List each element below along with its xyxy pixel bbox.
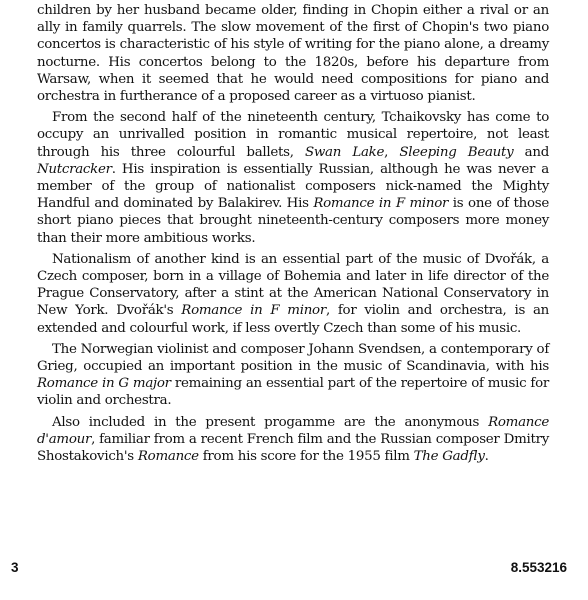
paragraph-tchaikovsky [37, 109, 549, 247]
work-title: The Gadfly [413, 449, 485, 465]
text-segment: is one of those short piano pieces that brought nineteenth-century composers more money than their more ambitious works. [37, 196, 549, 246]
work-title: Romance [137, 449, 199, 465]
work-title: Sleeping Beauty [399, 144, 514, 160]
essay-text [37, 2, 549, 469]
paragraph-chopin [37, 2, 549, 105]
catalogue-number: 8.553216 [510, 560, 567, 575]
text-segment: remaining an essential part of the repertoire of music for violin and orchestra. [37, 376, 549, 409]
text-segment: . [484, 449, 489, 465]
work-title: Romance in F minor [313, 196, 449, 212]
text-segment: , familiar from a recent French film and the Russian composer Dmitry Shostakovich's [37, 431, 549, 465]
text-segment: The Norwegian violinist and composer Johann Svendsen, a contemporary of Grieg, occupied an important position in the music of Scandinavia, with his [37, 341, 549, 375]
text-segment: , [384, 144, 400, 160]
text-segment: children by her husband became older, finding in Chopin either a rival or an ally in family quarrels. The slow movement of the first of Chopin's two piano concertos is characteristic of his style of writing for the piano alone, a dreamy nocturne. His concertos belong to the 1820s, before his departure from Warsaw, when it seemed that he would need compositions for piano and orchestra in furtherance of a proposed career as a virtuoso pianist. [37, 3, 549, 105]
work-title: Romance in F minor [181, 303, 326, 319]
paragraph-programme [37, 414, 549, 466]
text-segment: Nationalism of another kind is an essential part of the music of Dvořák, a Czech composer, born in a village of Bohemia and later in life director of the Prague Conservatory, after a stint at the American National Conservatory in New York. Dvořák's [37, 251, 549, 319]
text-segment: from his score for the 1955 film [198, 449, 414, 465]
text-segment: and [513, 144, 549, 160]
paragraph-svendsen [37, 341, 549, 410]
page-footer [0, 558, 588, 580]
work-title: Romance d'amour [37, 414, 549, 447]
work-title: Swan Lake [304, 144, 385, 160]
text-segment: From the second half of the nineteenth century, Tchaikovsky has come to occupy an unrivalled position in romantic musical repertoire, not least through his three colourful ballets, [37, 110, 549, 160]
text-segment: . His inspiration is essentially Russian, although he was never a member of the group of nationalist composers nick-named the Mighty Handful and dominated by Balakirev. His [37, 161, 549, 212]
text-segment: Also included in the present progamme are the anonymous [52, 414, 489, 430]
page-number: 3 [11, 560, 19, 575]
paragraph-dvorak [37, 251, 549, 337]
work-title: Nutcracker [37, 161, 112, 177]
text-segment: , for violin and orchestra, is an extended and colourful work, if less overtly Czech than some of his music. [37, 303, 549, 336]
work-title: Romance in G major [37, 376, 171, 392]
